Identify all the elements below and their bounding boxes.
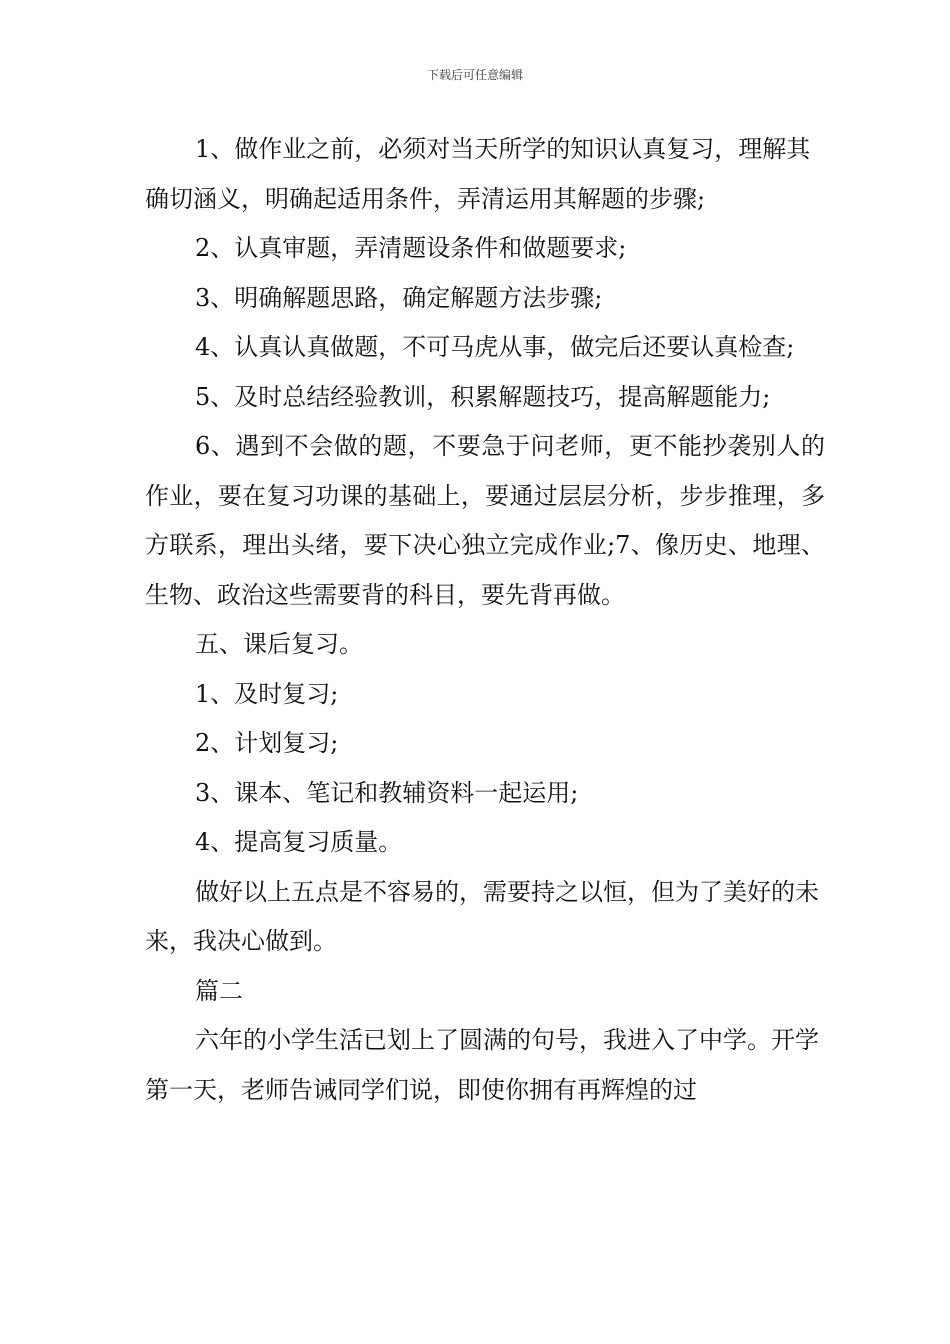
paragraph-conclusion: 做好以上五点是不容易的，需要持之以恒，但为了美好的未来，我决心做到。 (145, 877, 819, 955)
document-body (145, 125, 825, 1115)
paragraph-homework-step-3: 3、明确解题思路，确定解题方法步骤; (195, 283, 603, 312)
paragraph-homework-step-6-7: 6、遇到不会做的题，不要急于问老师，更不能抄袭别人的作业，要在复习功课的基础上，要通过层层分析，步步推理，多方联系，理出头绪，要下决心独立完成作业;7、像历史、地理、生物、政治这些需要背的科目，要先背再做。 (145, 432, 825, 609)
paragraph-homework-step-5: 5、及时总结经验教训，积累解题技巧，提高解题能力; (195, 382, 771, 411)
paragraph-review-step-2: 2、计划复习; (195, 729, 339, 757)
header-note: 下载后可任意编辑 (426, 68, 523, 82)
paragraph-homework-step-4: 4、认真认真做题，不可马虎从事，做完后还要认真检查; (195, 333, 795, 361)
section-heading-review: 五、课后复习。 (195, 630, 363, 658)
paragraph-homework-step-1: 1、做作业之前，必须对当天所学的知识认真复习，理解其确切涵义，明确起适用条件，弄清运用其解题的步骤; (145, 135, 811, 213)
section-heading-part-two: 篇二 (195, 976, 243, 1005)
paragraph-review-step-3: 3、课本、笔记和教辅资料一起运用; (195, 778, 579, 807)
paragraph-review-step-1: 1、及时复习; (195, 679, 339, 708)
paragraph-homework-step-2: 2、认真审题，弄清题设条件和做题要求; (195, 234, 627, 262)
paragraph-review-step-4: 4、提高复习质量。 (195, 828, 403, 856)
paragraph-part-two-intro: 六年的小学生活已划上了圆满的句号，我进入了中学。开学第一天，老师告诫同学们说，即使你拥有再辉煌的过 (145, 1026, 819, 1104)
